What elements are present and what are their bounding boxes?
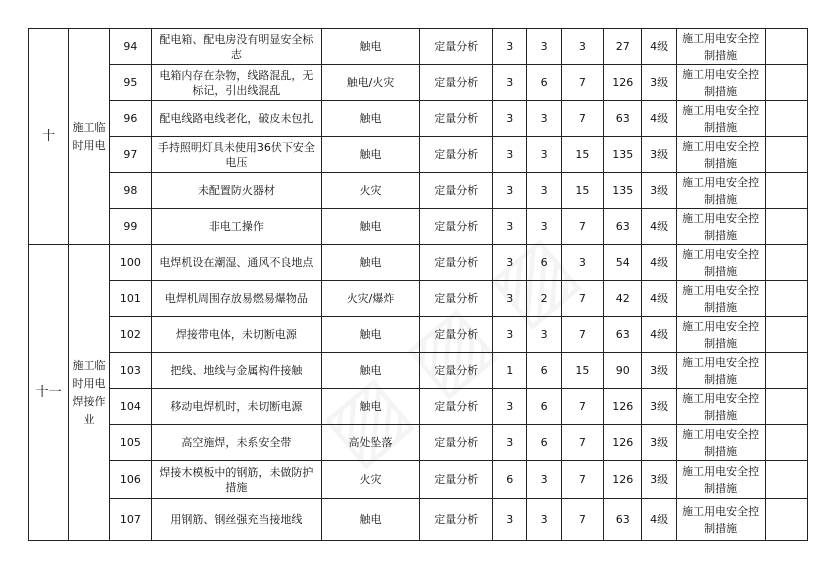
row-number: 102: [109, 317, 151, 353]
table-row: [29, 101, 808, 137]
value-c: 3: [561, 29, 603, 65]
table-row: [29, 209, 808, 245]
accident-type: 火灾: [321, 461, 420, 499]
row-number: 103: [109, 353, 151, 389]
hazard-description: 用钢筋、钢丝强充当接地线: [152, 499, 322, 541]
table-body: [29, 29, 808, 541]
row-number: 95: [109, 65, 151, 101]
row-number: 96: [109, 101, 151, 137]
value-d: 54: [604, 245, 642, 281]
value-l: 3: [493, 425, 527, 461]
value-e: 6: [527, 353, 561, 389]
accident-type: 触电: [321, 209, 420, 245]
value-d: 27: [604, 29, 642, 65]
control-measure: 施工用电安全控制措施: [676, 389, 765, 425]
value-d: 63: [604, 101, 642, 137]
remarks-cell: [765, 65, 807, 101]
hazard-description: 移动电焊机时，未切断电源: [152, 389, 322, 425]
hazard-description: 把线、地线与金属构件接触: [152, 353, 322, 389]
accident-type: 火灾/爆炸: [321, 281, 420, 317]
control-measure: 施工用电安全控制措施: [676, 173, 765, 209]
evaluation-method: 定量分析: [420, 281, 493, 317]
remarks-cell: [765, 499, 807, 541]
value-l: 3: [493, 209, 527, 245]
hazard-description: 高空施焊，未系安全带: [152, 425, 322, 461]
hazard-description: 手持照明灯具未使用36伏下安全电压: [152, 137, 322, 173]
accident-type: 触电: [321, 137, 420, 173]
value-c: 7: [561, 317, 603, 353]
accident-type: 触电: [321, 353, 420, 389]
remarks-cell: [765, 29, 807, 65]
control-measure: 施工用电安全控制措施: [676, 65, 765, 101]
value-d: 126: [604, 65, 642, 101]
remarks-cell: [765, 209, 807, 245]
accident-type: 触电: [321, 499, 420, 541]
risk-level: 3级: [642, 425, 676, 461]
table-row: [29, 317, 808, 353]
accident-type: 高处坠落: [321, 425, 420, 461]
risk-level: 4级: [642, 499, 676, 541]
remarks-cell: [765, 389, 807, 425]
value-e: 2: [527, 281, 561, 317]
evaluation-method: 定量分析: [420, 29, 493, 65]
evaluation-method: 定量分析: [420, 65, 493, 101]
remarks-cell: [765, 101, 807, 137]
value-l: 3: [493, 499, 527, 541]
category-number: 十: [29, 29, 69, 245]
value-c: 7: [561, 101, 603, 137]
value-l: 3: [493, 281, 527, 317]
value-c: 3: [561, 245, 603, 281]
value-l: 3: [493, 173, 527, 209]
control-measure: 施工用电安全控制措施: [676, 353, 765, 389]
value-c: 15: [561, 353, 603, 389]
value-d: 135: [604, 173, 642, 209]
value-d: 63: [604, 499, 642, 541]
value-c: 7: [561, 499, 603, 541]
accident-type: 触电/火灾: [321, 65, 420, 101]
value-c: 15: [561, 137, 603, 173]
row-number: 105: [109, 425, 151, 461]
evaluation-method: 定量分析: [420, 245, 493, 281]
evaluation-method: 定量分析: [420, 209, 493, 245]
risk-level: 4级: [642, 281, 676, 317]
table-row: [29, 499, 808, 541]
row-number: 104: [109, 389, 151, 425]
table-row: [29, 461, 808, 499]
control-measure: 施工用电安全控制措施: [676, 281, 765, 317]
risk-level: 4级: [642, 209, 676, 245]
control-measure: 施工用电安全控制措施: [676, 101, 765, 137]
accident-type: 触电: [321, 29, 420, 65]
risk-level: 3级: [642, 137, 676, 173]
value-c: 7: [561, 389, 603, 425]
risk-level: 3级: [642, 389, 676, 425]
table-row: [29, 29, 808, 65]
control-measure: 施工用电安全控制措施: [676, 137, 765, 173]
row-number: 97: [109, 137, 151, 173]
control-measure: 施工用电安全控制措施: [676, 499, 765, 541]
control-measure: 施工用电安全控制措施: [676, 29, 765, 65]
hazard-description: 配电线路电线老化，破皮未包扎: [152, 101, 322, 137]
remarks-cell: [765, 281, 807, 317]
remarks-cell: [765, 245, 807, 281]
hazard-description: 电焊机设在潮湿、通风不良地点: [152, 245, 322, 281]
control-measure: 施工用电安全控制措施: [676, 209, 765, 245]
value-d: 135: [604, 137, 642, 173]
value-c: 7: [561, 281, 603, 317]
control-measure: 施工用电安全控制措施: [676, 461, 765, 499]
accident-type: 触电: [321, 245, 420, 281]
remarks-cell: [765, 137, 807, 173]
value-d: 126: [604, 389, 642, 425]
control-measure: 施工用电安全控制措施: [676, 317, 765, 353]
value-l: 6: [493, 461, 527, 499]
hazard-description: 配电箱、配电房没有明显安全标志: [152, 29, 322, 65]
row-number: 100: [109, 245, 151, 281]
table-row: [29, 353, 808, 389]
value-d: 63: [604, 317, 642, 353]
value-l: 3: [493, 101, 527, 137]
value-l: 3: [493, 29, 527, 65]
table-row: [29, 389, 808, 425]
value-l: 3: [493, 317, 527, 353]
row-number: 106: [109, 461, 151, 499]
value-e: 6: [527, 65, 561, 101]
evaluation-method: 定量分析: [420, 173, 493, 209]
value-e: 3: [527, 499, 561, 541]
value-d: 126: [604, 461, 642, 499]
value-c: 15: [561, 173, 603, 209]
accident-type: 火灾: [321, 173, 420, 209]
evaluation-method: 定量分析: [420, 461, 493, 499]
value-c: 7: [561, 425, 603, 461]
risk-level: 3级: [642, 65, 676, 101]
risk-level: 3级: [642, 461, 676, 499]
table-row: [29, 245, 808, 281]
value-e: 3: [527, 209, 561, 245]
value-e: 6: [527, 245, 561, 281]
evaluation-method: 定量分析: [420, 317, 493, 353]
risk-level: 4级: [642, 245, 676, 281]
value-l: 3: [493, 65, 527, 101]
control-measure: 施工用电安全控制措施: [676, 245, 765, 281]
remarks-cell: [765, 353, 807, 389]
value-e: 3: [527, 173, 561, 209]
value-e: 3: [527, 101, 561, 137]
table-row: [29, 65, 808, 101]
risk-level: 4级: [642, 29, 676, 65]
hazard-description: 电箱内存在杂物，线路混乱，无标记，引出线混乱: [152, 65, 322, 101]
hazard-description: 电焊机周围存放易燃易爆物品: [152, 281, 322, 317]
table-row: [29, 137, 808, 173]
value-l: 3: [493, 245, 527, 281]
remarks-cell: [765, 425, 807, 461]
value-e: 3: [527, 29, 561, 65]
risk-level: 3级: [642, 353, 676, 389]
remarks-cell: [765, 317, 807, 353]
value-d: 90: [604, 353, 642, 389]
table-row: [29, 425, 808, 461]
row-number: 107: [109, 499, 151, 541]
category-number: 十一: [29, 245, 69, 541]
evaluation-method: 定量分析: [420, 353, 493, 389]
value-c: 7: [561, 461, 603, 499]
evaluation-method: 定量分析: [420, 137, 493, 173]
table-row: [29, 281, 808, 317]
value-d: 42: [604, 281, 642, 317]
remarks-cell: [765, 461, 807, 499]
table-row: [29, 173, 808, 209]
evaluation-method: 定量分析: [420, 101, 493, 137]
category-name: 施工临时用电焊接作业: [69, 245, 109, 541]
value-c: 7: [561, 209, 603, 245]
row-number: 101: [109, 281, 151, 317]
value-e: 6: [527, 389, 561, 425]
risk-level: 4级: [642, 101, 676, 137]
evaluation-method: 定量分析: [420, 389, 493, 425]
risk-level: 4级: [642, 317, 676, 353]
value-l: 1: [493, 353, 527, 389]
value-c: 7: [561, 65, 603, 101]
control-measure: 施工用电安全控制措施: [676, 425, 765, 461]
evaluation-method: 定量分析: [420, 499, 493, 541]
hazard-description: 未配置防火器材: [152, 173, 322, 209]
value-d: 126: [604, 425, 642, 461]
row-number: 98: [109, 173, 151, 209]
accident-type: 触电: [321, 101, 420, 137]
accident-type: 触电: [321, 389, 420, 425]
value-e: 3: [527, 317, 561, 353]
value-l: 3: [493, 137, 527, 173]
hazard-assessment-table: [28, 28, 808, 541]
evaluation-method: 定量分析: [420, 425, 493, 461]
category-name: 施工临时用电: [69, 29, 109, 245]
risk-level: 3级: [642, 173, 676, 209]
value-e: 3: [527, 137, 561, 173]
row-number: 94: [109, 29, 151, 65]
remarks-cell: [765, 173, 807, 209]
row-number: 99: [109, 209, 151, 245]
value-e: 6: [527, 425, 561, 461]
accident-type: 触电: [321, 317, 420, 353]
hazard-description: 非电工操作: [152, 209, 322, 245]
hazard-description: 焊接木模板中的钢筋，未做防护措施: [152, 461, 322, 499]
value-d: 63: [604, 209, 642, 245]
value-e: 3: [527, 461, 561, 499]
value-l: 3: [493, 389, 527, 425]
hazard-description: 焊接带电体，未切断电源: [152, 317, 322, 353]
